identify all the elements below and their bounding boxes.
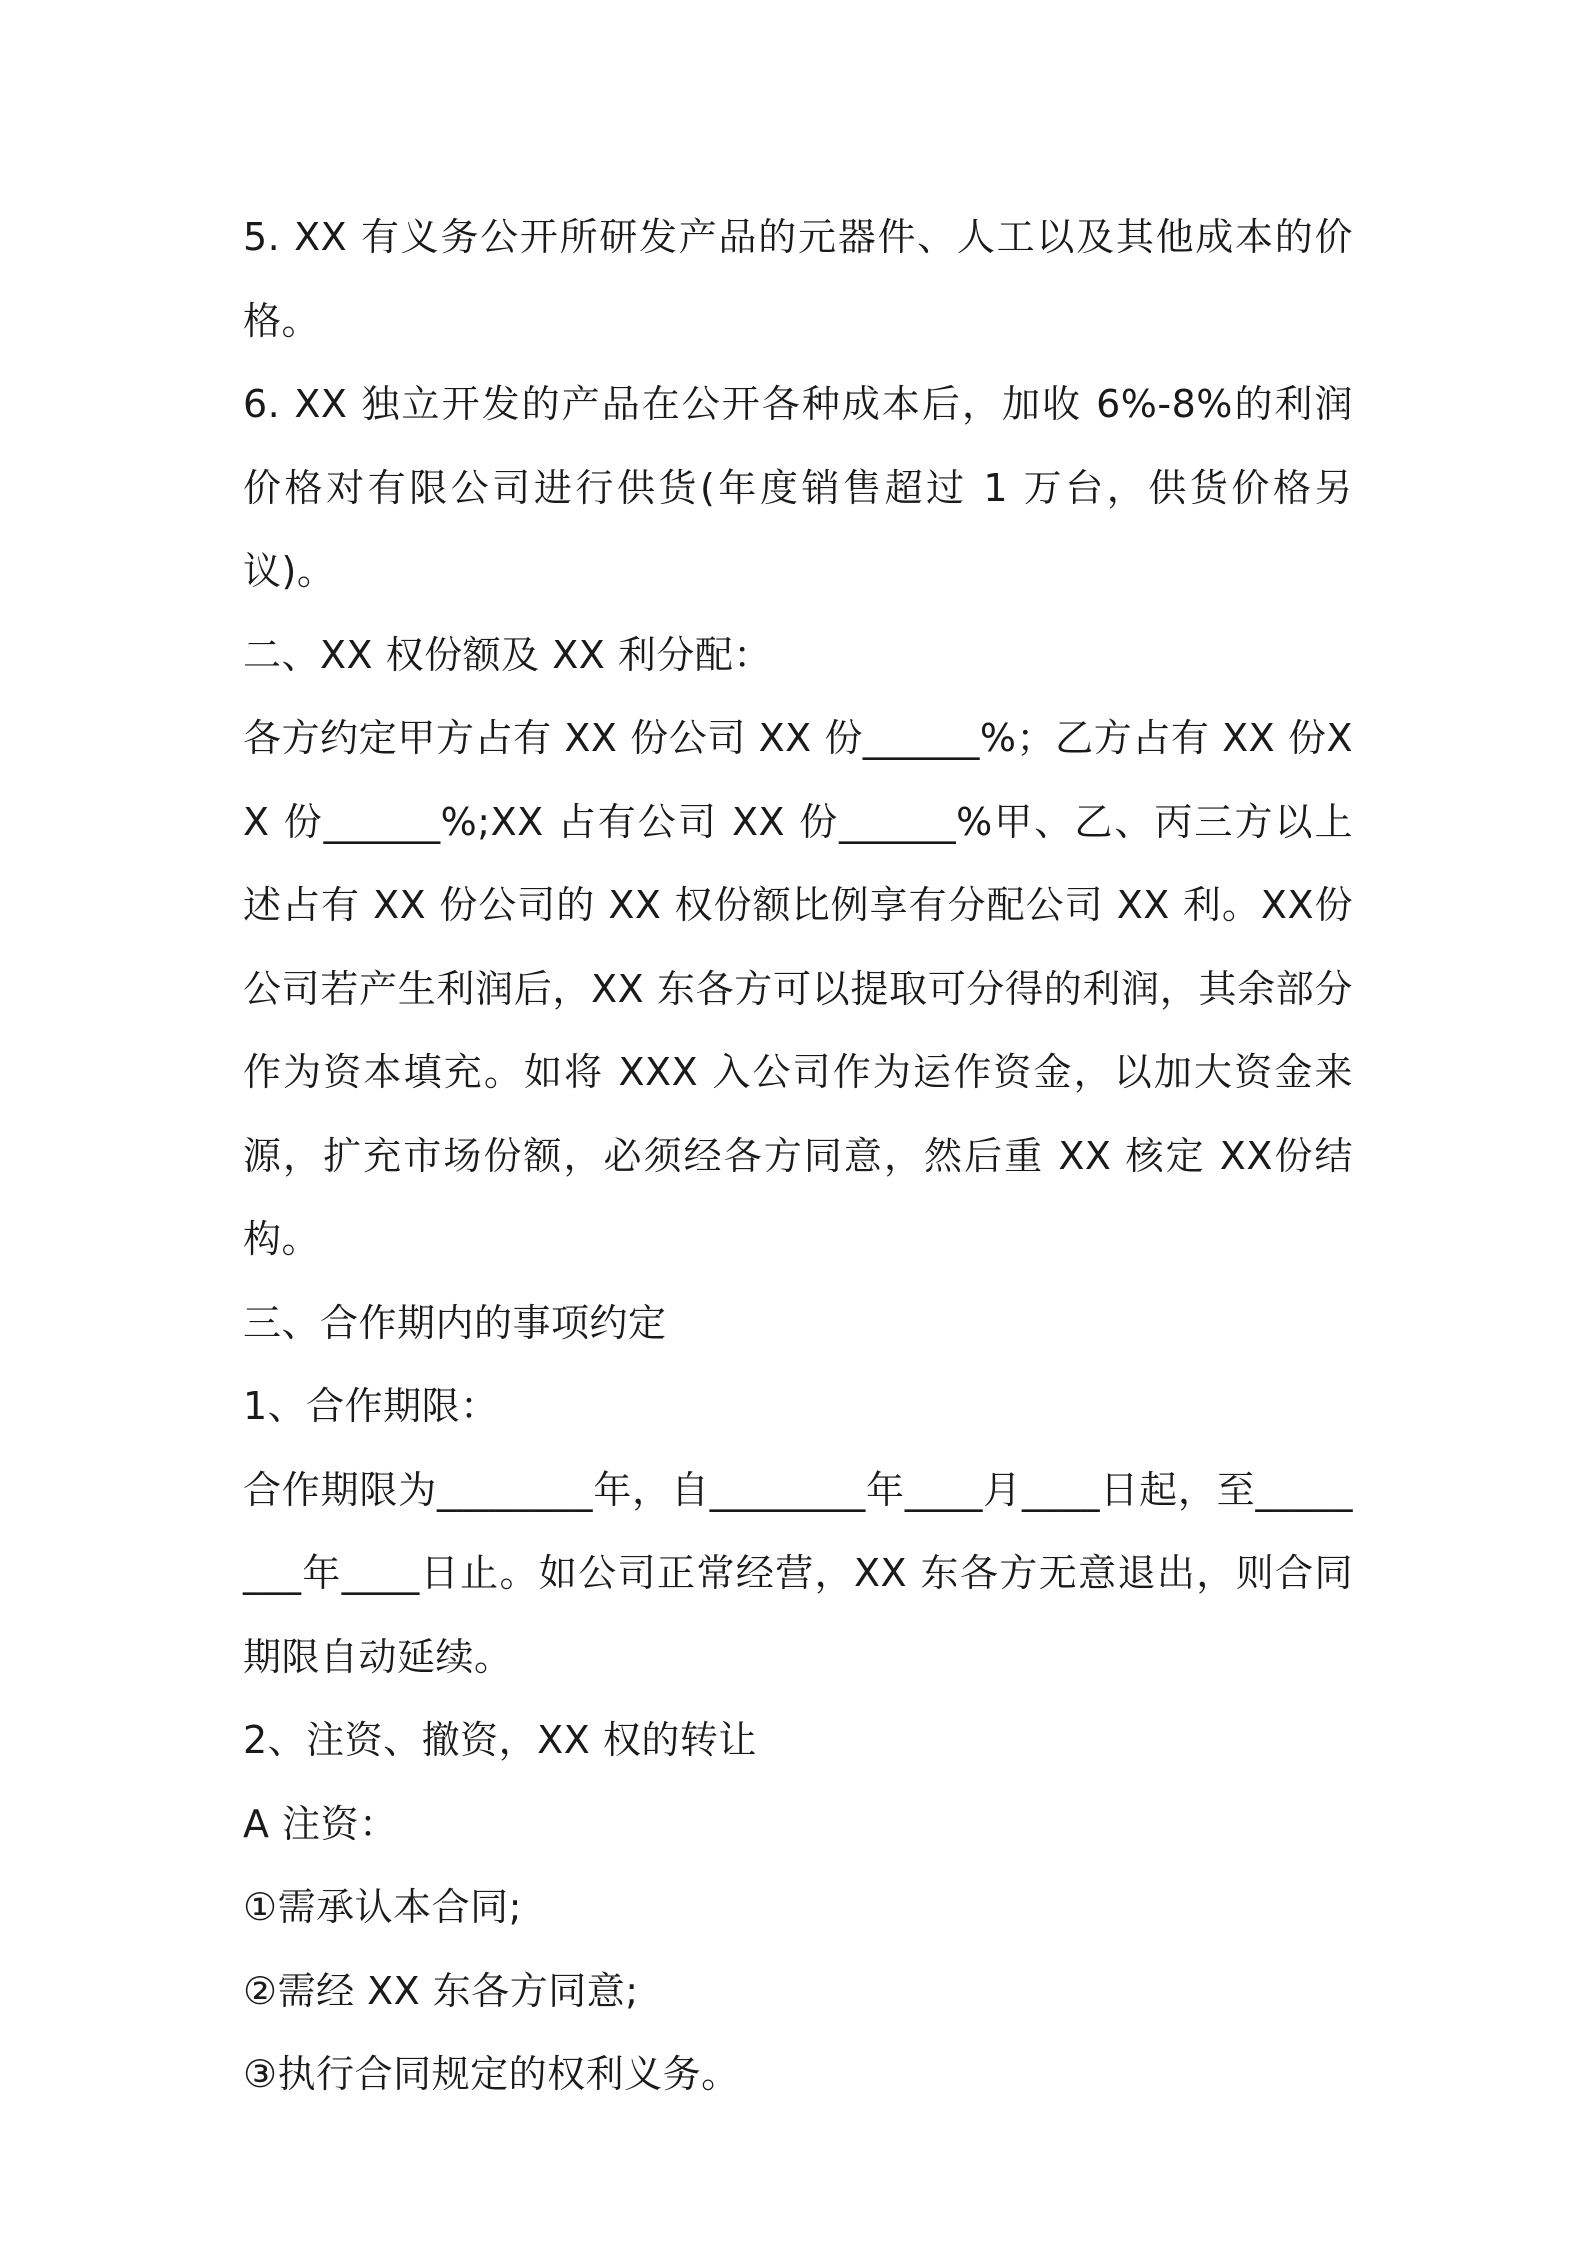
clause-5-paragraph: 5. XX 有义务公开所研发产品的元器件、人工以及其他成本的价格。 <box>243 215 1353 343</box>
term-paragraph: 合作期限为________年，自________年____月____日起，至________年____日止。如公司正常经营，XX 东各方无意退出，则合同期限自动延续。 <box>243 1467 1353 1679</box>
clause-6-paragraph: 6. XX 独立开发的产品在公开各种成本后，加收 6%-8%的利润价格对有限公司进行供货(年度销售超过 1 万台，供货价格另议)。 <box>243 382 1353 593</box>
injection-item-1: ①需承认本合同; <box>243 1885 522 1929</box>
section-2-heading: 二、XX 权份额及 XX 利分配： <box>243 632 772 677</box>
injection-item-3: ③执行合同规定的权利义务。 <box>243 2052 740 2096</box>
section-3-heading: 三、合作期内的事项约定 <box>243 1300 667 1345</box>
term-subheading: 1、合作期限： <box>243 1384 499 1428</box>
capital-injection-heading: A 注资： <box>243 1801 398 1846</box>
capital-transfer-subheading: 2、注资、撤资，XX 权的转让 <box>243 1718 757 1762</box>
contract-text-body <box>243 196 1353 2117</box>
share-allocation-paragraph: 各方约定甲方占有 XX 份公司 XX 份______%；乙方占有 XX 份XX 份______%;XX 占有公司 XX 份______%甲、乙、丙三方以上述占有 XX 份公司的 XX 权份额比例享有分配公司 XX 利。XX份公司若产生利润后，XX 东各方可以提取可分得的利润，其余部分作为资本填充。如将 XXX 入公司作为运作资金，以加大资金来源，扩充市场份额，必须经各方同意，然后重 XX 核定 XX份结构。 <box>243 716 1353 1261</box>
injection-item-2: ②需经 XX 东各方同意; <box>243 1968 639 2013</box>
